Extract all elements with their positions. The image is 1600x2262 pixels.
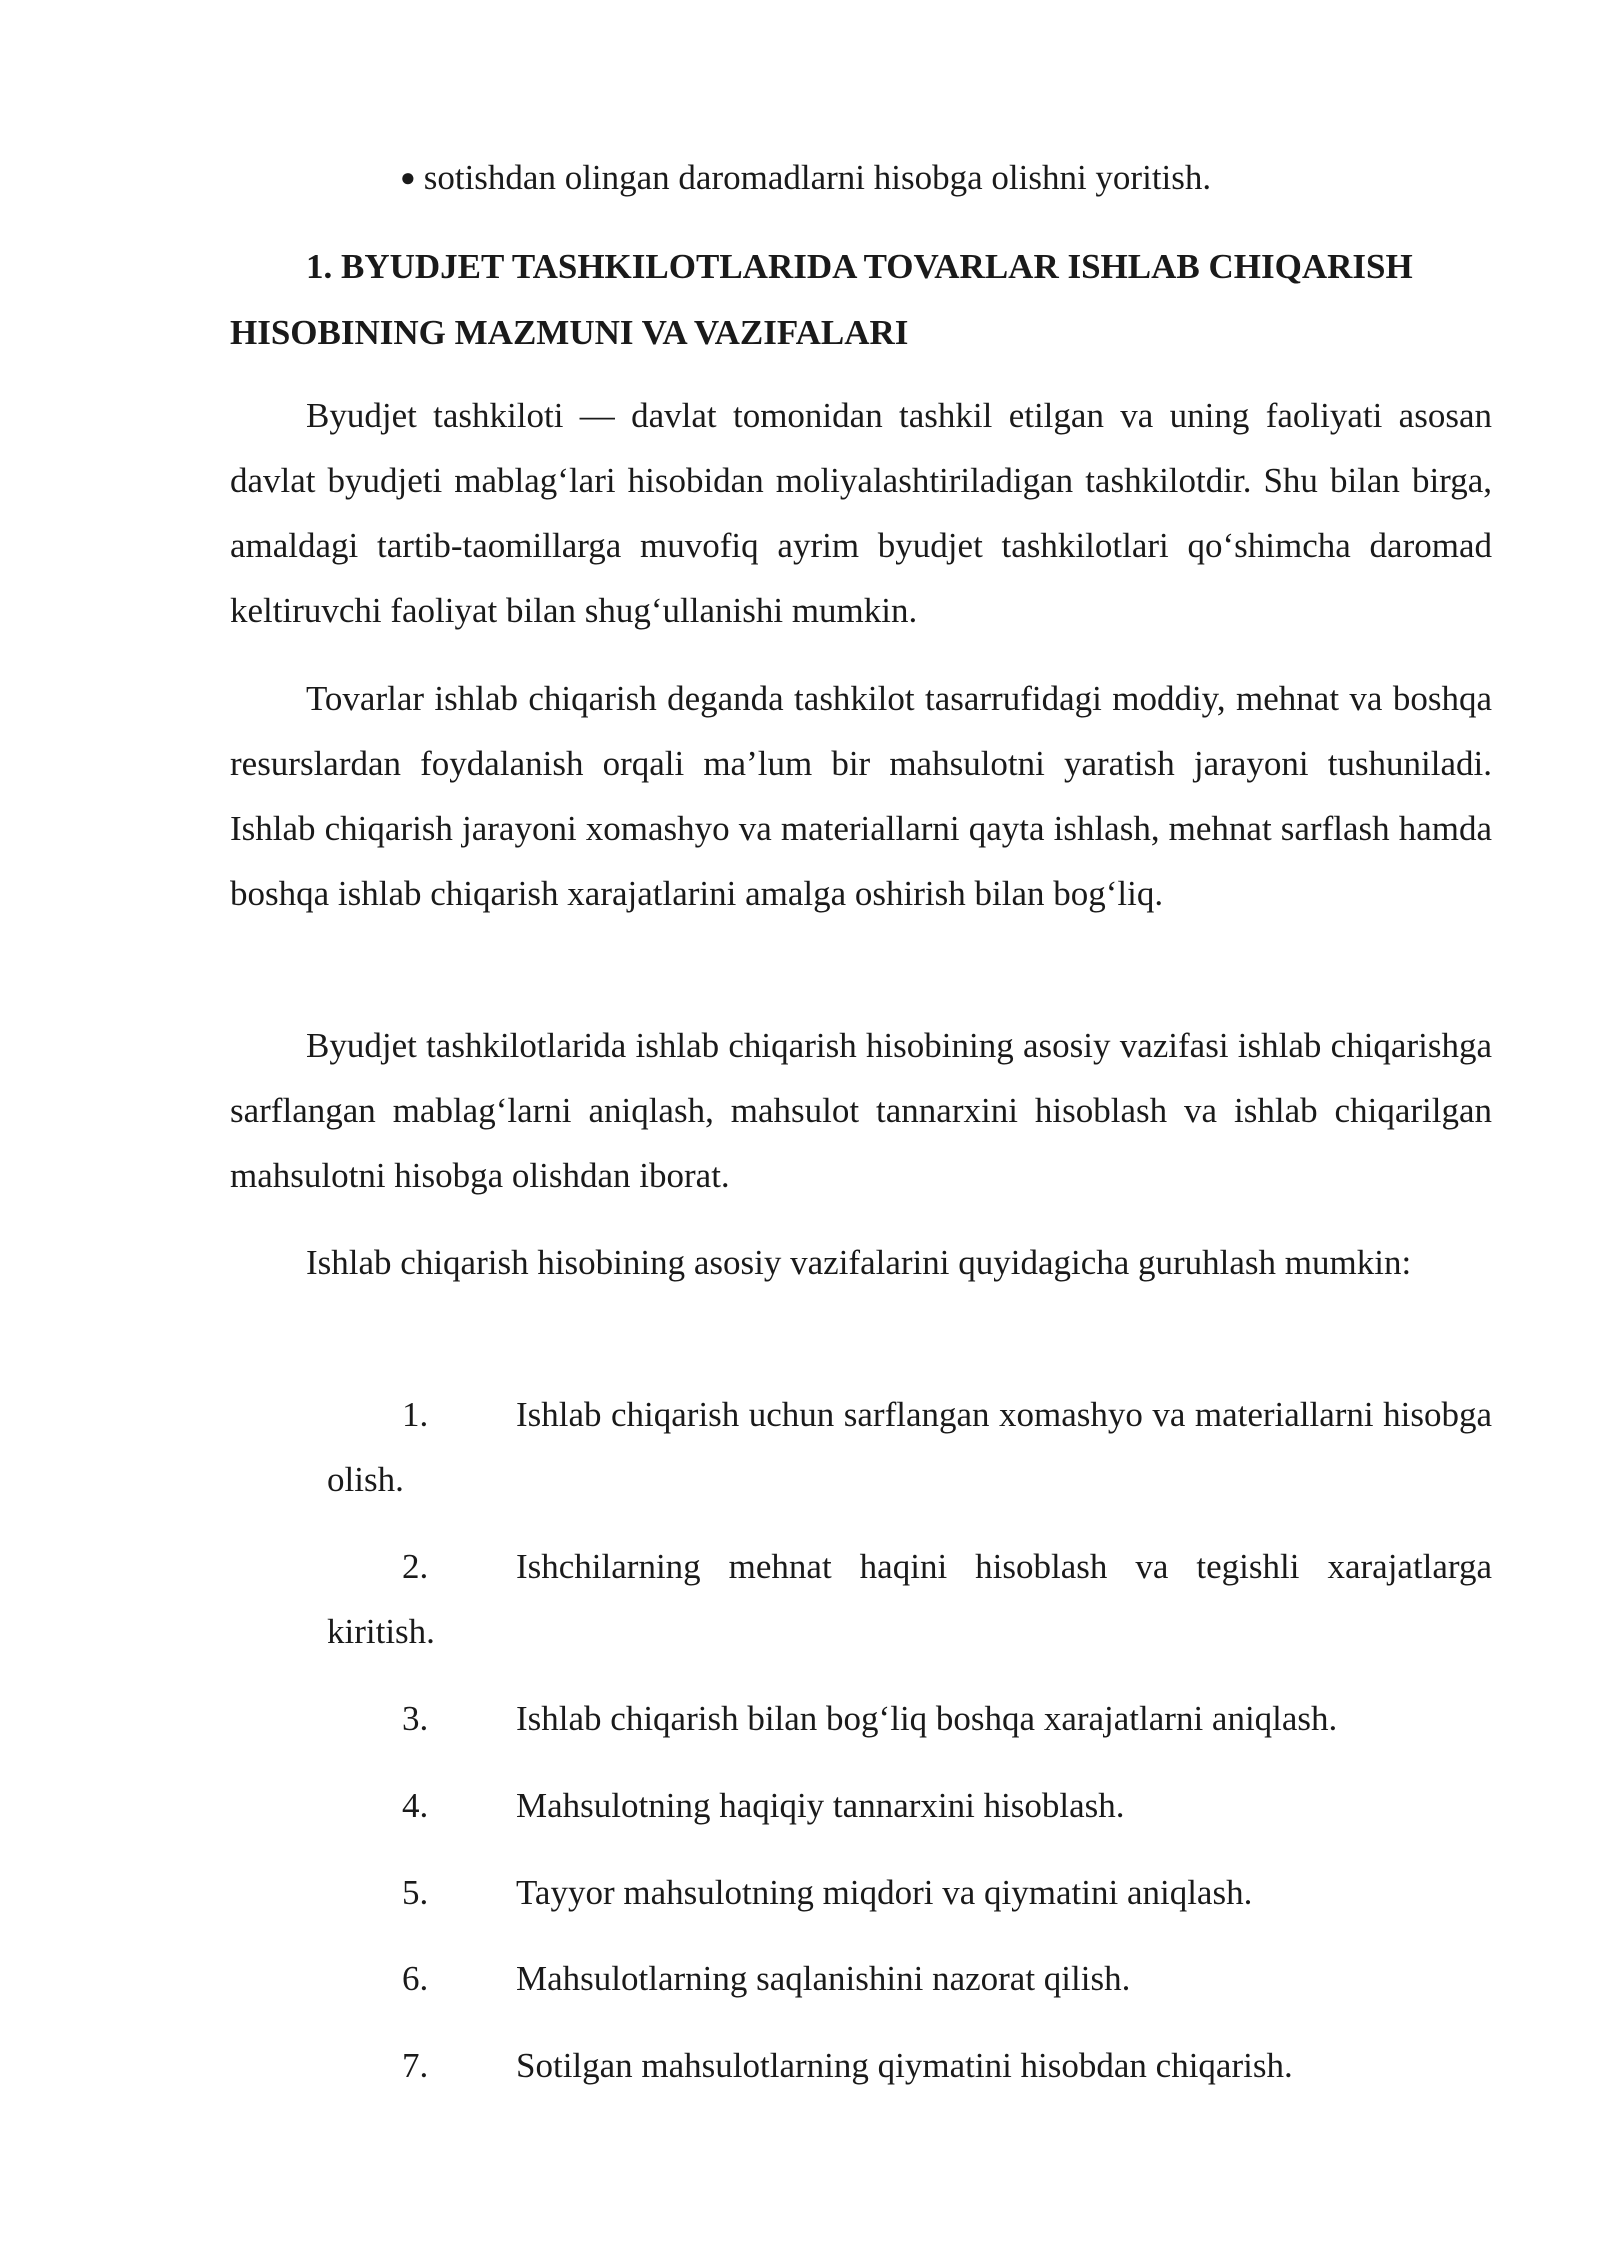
list-number: 5. [402,1873,429,1912]
list-number: 7. [402,2046,429,2085]
list-text: Tayyor mahsulotning miqdori va qiymatini aniqlash. [516,1873,1253,1912]
list-number: 2. [402,1547,429,1586]
list-item-3 [327,1686,1492,1751]
paragraph-2: Tovarlar ishlab chiqarish deganda tashkilot tasarrufidagi moddiy, mehnat va boshqa resurslardan foydalanish orqali ma’lum bir mahsulotni yaratish jarayoni tushuniladi. Ishlab chiqarish jarayoni xomashyo va materiallarni qayta ishlash, mehnat sarflash hamda boshqa ishlab chiqarish xarajatlarini amalga oshirish bilan bog‘liq. [230,679,1492,913]
list-item-4 [327,1773,1492,1838]
paragraph-1: Byudjet tashkiloti — davlat tomonidan tashkil etilgan va uning faoliyati asosan davlat byudjeti mablag‘lari hisobidan moliyalashtiriladigan tashkilotdir. Shu bilan birga, amaldagi tartib-taomillarga muvofiq ayrim byudjet tashkilotlari qo‘shimcha daromad keltiruvchi faoliyat bilan shug‘ullanishi mumkin. [230,396,1492,630]
list-item-1 [327,1382,1492,1512]
section-heading: 1. BYUDJET TASHKILOTLARIDA TOVARLAR ISHLAB CHIQARISH HISOBINING MAZMUNI VA VAZIFALARI [230,247,1413,352]
list-text: Ishlab chiqarish uchun sarflangan xomashyo va materiallarni hisobga olish. [327,1395,1492,1499]
list-number: 1. [402,1395,429,1434]
bullet-dot-icon: ● [400,163,416,192]
list-text: Ishlab chiqarish bilan bog‘liq boshqa xarajatlarni aniqlash. [516,1699,1338,1738]
bullet-item [400,150,1211,208]
list-item-2 [327,1534,1492,1664]
list-text: Ishchilarning mehnat haqini hisoblash va tegishli xarajatlarga kiritish. [327,1547,1492,1651]
list-item-7 [327,2033,1492,2098]
list-text: Sotilgan mahsulotlarning qiymatini hisobdan chiqarish. [516,2046,1293,2085]
paragraph-3: Byudjet tashkilotlarida ishlab chiqarish hisobining asosiy vazifasi ishlab chiqarishga sarflangan mablag‘larni aniqlash, mahsulot tannarxini hisoblash va ishlab chiqarilgan mahsulotni hisobga olishdan iborat. [230,1026,1492,1195]
bullet-text: sotishdan olingan daromadlarni hisobga olishni yoritish. [423,158,1212,197]
list-text: Mahsulotlarning saqlanishini nazorat qilish. [516,1959,1131,1998]
list-text: Mahsulotning haqiqiy tannarxini hisoblash. [516,1786,1125,1825]
list-number: 3. [402,1699,429,1738]
list-number: 6. [402,1959,429,1998]
paragraph-4: Ishlab chiqarish hisobining asosiy vazifalarini quyidagicha guruhlash mumkin: [306,1243,1412,1282]
list-item-6 [327,1946,1492,2011]
list-item-5 [327,1860,1492,1925]
list-number: 4. [402,1786,429,1825]
